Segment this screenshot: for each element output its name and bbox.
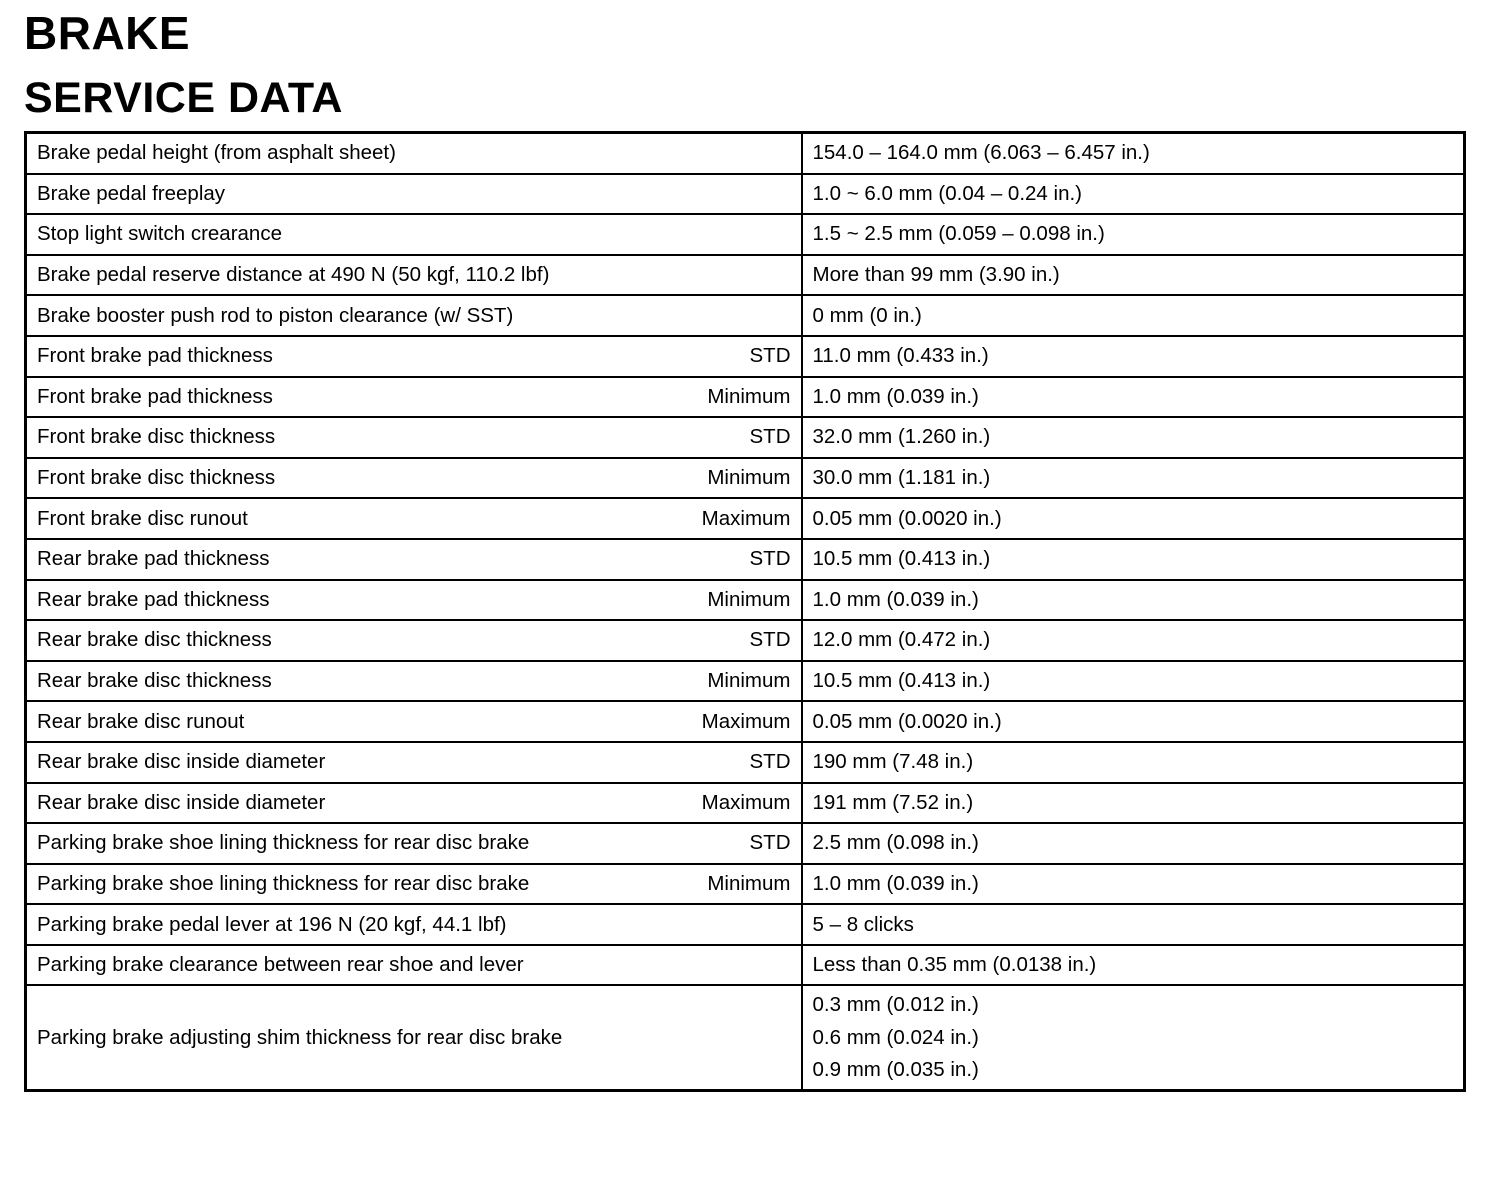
item-cell (26, 945, 802, 986)
item-label: Parking brake shoe lining thickness for rear disc brake (37, 831, 530, 855)
item-cell (26, 458, 802, 499)
table-row (26, 985, 1465, 1091)
table-row (26, 661, 1465, 702)
condition-label: Minimum (707, 587, 791, 611)
item-label: Parking brake clearance between rear shoe and lever (37, 953, 524, 977)
item-cell (26, 661, 802, 702)
item-label: Rear brake pad thickness (37, 547, 270, 571)
condition-label: Minimum (707, 871, 791, 895)
condition-label: STD (749, 831, 791, 855)
table-row (26, 620, 1465, 661)
item-cell (26, 620, 802, 661)
item-label: Parking brake adjusting shim thickness for rear disc brake (37, 1025, 563, 1049)
condition-label: Minimum (707, 384, 791, 408)
item-label: Front brake pad thickness (37, 384, 273, 408)
condition-label: STD (749, 344, 791, 368)
condition-label: STD (749, 425, 791, 449)
value-cell: 12.0 mm (0.472 in.) (802, 620, 1465, 661)
item-label: Parking brake pedal lever at 196 N (20 kgf, 44.1 lbf) (37, 912, 507, 936)
table-row (26, 174, 1465, 215)
value-line: 0.6 mm (0.024 in.) (812, 1025, 979, 1049)
value-cell: 191 mm (7.52 in.) (802, 783, 1465, 824)
item-label: Stop light switch crearance (37, 222, 282, 246)
table-row (26, 214, 1465, 255)
table-row (26, 498, 1465, 539)
service-data-table (24, 131, 1466, 1092)
item-label: Rear brake pad thickness (37, 587, 270, 611)
item-cell (26, 742, 802, 783)
condition-label: STD (749, 750, 791, 774)
condition-label: STD (749, 547, 791, 571)
table-row (26, 701, 1465, 742)
item-label: Rear brake disc inside diameter (37, 750, 326, 774)
item-cell (26, 133, 802, 174)
item-label: Rear brake disc thickness (37, 669, 272, 693)
item-cell (26, 904, 802, 945)
condition-label: STD (749, 628, 791, 652)
table-row (26, 580, 1465, 621)
table-row (26, 945, 1465, 986)
item-label: Front brake disc thickness (37, 466, 276, 490)
value-cell: 5 – 8 clicks (802, 904, 1465, 945)
value-cell: 10.5 mm (0.413 in.) (802, 539, 1465, 580)
table-row (26, 742, 1465, 783)
item-cell (26, 417, 802, 458)
value-cell: 11.0 mm (0.433 in.) (802, 336, 1465, 377)
item-cell (26, 701, 802, 742)
value-cell: 1.0 mm (0.039 in.) (802, 377, 1465, 418)
table-row (26, 783, 1465, 824)
value-cell: 154.0 – 164.0 mm (6.063 – 6.457 in.) (802, 133, 1465, 174)
table-row (26, 417, 1465, 458)
item-label: Front brake disc runout (37, 506, 248, 530)
value-cell: 0.05 mm (0.0020 in.) (802, 701, 1465, 742)
item-label: Front brake disc thickness (37, 425, 276, 449)
item-label: Brake pedal reserve distance at 490 N (50 kgf, 110.2 lbf) (37, 263, 550, 287)
value-cell: 0.05 mm (0.0020 in.) (802, 498, 1465, 539)
item-label: Parking brake shoe lining thickness for rear disc brake (37, 871, 530, 895)
table-row (26, 255, 1465, 296)
item-label: Brake pedal height (from asphalt sheet) (37, 141, 396, 165)
value-cell: 32.0 mm (1.260 in.) (802, 417, 1465, 458)
condition-label: Maximum (701, 506, 791, 530)
table-row (26, 377, 1465, 418)
item-cell (26, 174, 802, 215)
table-row (26, 458, 1465, 499)
value-cell: 1.5 ~ 2.5 mm (0.059 – 0.098 in.) (802, 214, 1465, 255)
item-cell (26, 864, 802, 905)
value-cell: 190 mm (7.48 in.) (802, 742, 1465, 783)
item-label: Rear brake disc thickness (37, 628, 272, 652)
table-row (26, 904, 1465, 945)
section-title: SERVICE DATA (24, 74, 343, 122)
table-row (26, 133, 1465, 174)
value-cell: 1.0 mm (0.039 in.) (802, 864, 1465, 905)
condition-label: Minimum (707, 466, 791, 490)
value-cell (802, 985, 1465, 1091)
item-label: Rear brake disc inside diameter (37, 790, 326, 814)
table-row (26, 539, 1465, 580)
value-cell: 2.5 mm (0.098 in.) (802, 823, 1465, 864)
item-cell (26, 255, 802, 296)
value-cell: Less than 0.35 mm (0.0138 in.) (802, 945, 1465, 986)
item-label: Brake booster push rod to piston clearance (w/ SST) (37, 303, 514, 327)
item-label: Front brake pad thickness (37, 344, 273, 368)
item-cell (26, 823, 802, 864)
item-cell (26, 214, 802, 255)
page-title: BRAKE (24, 7, 191, 59)
condition-label: Maximum (701, 709, 791, 733)
condition-label: Minimum (707, 669, 791, 693)
item-cell (26, 580, 802, 621)
item-cell (26, 498, 802, 539)
table-row (26, 295, 1465, 336)
table-row (26, 823, 1465, 864)
value-cell: 1.0 mm (0.039 in.) (802, 580, 1465, 621)
item-cell (26, 783, 802, 824)
table-row (26, 336, 1465, 377)
value-cell: 0 mm (0 in.) (802, 295, 1465, 336)
value-line: 0.3 mm (0.012 in.) (812, 993, 979, 1017)
value-line: 0.9 mm (0.035 in.) (812, 1058, 979, 1082)
item-label: Brake pedal freeplay (37, 181, 226, 205)
item-cell (26, 539, 802, 580)
item-cell (26, 295, 802, 336)
condition-label: Maximum (701, 790, 791, 814)
item-cell (26, 377, 802, 418)
value-cell: More than 99 mm (3.90 in.) (802, 255, 1465, 296)
table-row (26, 864, 1465, 905)
item-label: Rear brake disc runout (37, 709, 245, 733)
item-cell (26, 336, 802, 377)
value-cell: 1.0 ~ 6.0 mm (0.04 – 0.24 in.) (802, 174, 1465, 215)
value-cell: 10.5 mm (0.413 in.) (802, 661, 1465, 702)
item-cell (26, 985, 802, 1091)
value-cell: 30.0 mm (1.181 in.) (802, 458, 1465, 499)
